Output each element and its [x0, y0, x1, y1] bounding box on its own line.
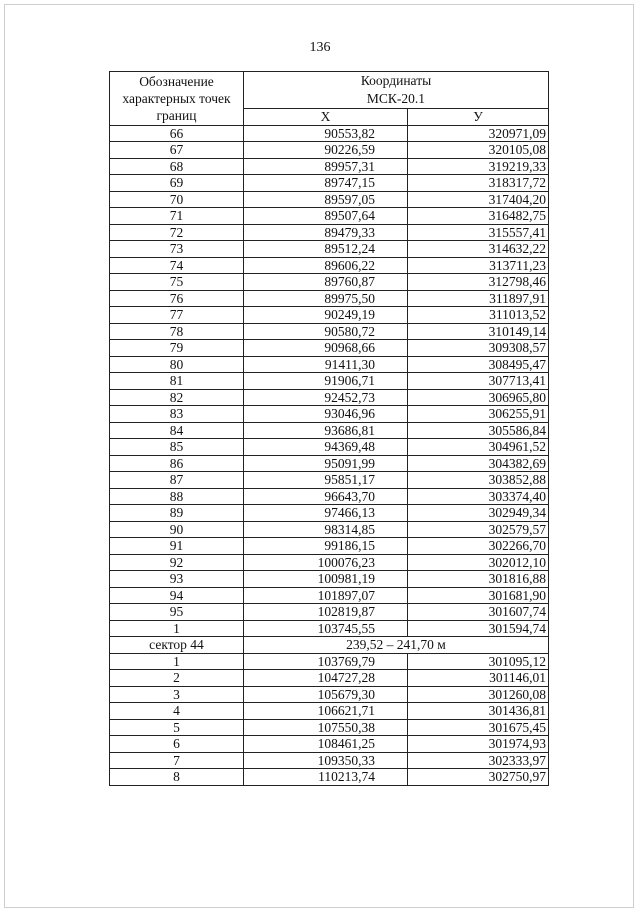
point-number: 7 — [110, 752, 244, 769]
y-coordinate: 315557,41 — [408, 224, 549, 241]
point-number: 80 — [110, 356, 244, 373]
x-coordinate: 103745,55 — [244, 620, 408, 637]
point-number: 70 — [110, 191, 244, 208]
table-row — [110, 538, 549, 555]
table-row — [110, 208, 549, 225]
point-number: 67 — [110, 142, 244, 159]
y-coordinate: 310149,14 — [408, 323, 549, 340]
x-coordinate: 93686,81 — [244, 422, 408, 439]
point-number: 68 — [110, 158, 244, 175]
header-coordinates-label: Координаты — [360, 73, 432, 88]
x-coordinate: 89760,87 — [244, 274, 408, 291]
point-number: 69 — [110, 175, 244, 192]
x-coordinate: 91906,71 — [244, 373, 408, 390]
table-row — [110, 274, 549, 291]
point-number: 88 — [110, 488, 244, 505]
x-coordinate: 89507,64 — [244, 208, 408, 225]
point-number: 79 — [110, 340, 244, 357]
table-row — [110, 455, 549, 472]
table-row — [110, 224, 549, 241]
x-coordinate: 107550,38 — [244, 719, 408, 736]
table-row — [110, 356, 549, 373]
point-number: 90 — [110, 521, 244, 538]
table-row — [110, 191, 549, 208]
y-coordinate: 301594,74 — [408, 620, 549, 637]
table-row — [110, 653, 549, 670]
point-number: 93 — [110, 571, 244, 588]
x-coordinate: 96643,70 — [244, 488, 408, 505]
table-row — [110, 488, 549, 505]
header-x: Х — [244, 109, 408, 126]
x-coordinate: 110213,74 — [244, 769, 408, 786]
point-number: 71 — [110, 208, 244, 225]
table-row — [110, 752, 549, 769]
y-coordinate: 302750,97 — [408, 769, 549, 786]
x-coordinate: 104727,28 — [244, 670, 408, 687]
y-coordinate: 318317,72 — [408, 175, 549, 192]
point-number: 1 — [110, 653, 244, 670]
point-number: 83 — [110, 406, 244, 423]
point-number: 92 — [110, 554, 244, 571]
x-coordinate: 101897,07 — [244, 587, 408, 604]
x-coordinate: 94369,48 — [244, 439, 408, 456]
point-number: 85 — [110, 439, 244, 456]
y-coordinate: 301974,93 — [408, 736, 549, 753]
table-row — [110, 389, 549, 406]
sector-range: 239,52 – 241,70 м — [244, 637, 549, 654]
table-row — [110, 307, 549, 324]
y-coordinate: 301260,08 — [408, 686, 549, 703]
table-row — [110, 604, 549, 621]
table-row — [110, 620, 549, 637]
y-coordinate: 309308,57 — [408, 340, 549, 357]
table-body-points — [110, 125, 549, 637]
table-row — [110, 257, 549, 274]
y-coordinate: 306255,91 — [408, 406, 549, 423]
point-number: 2 — [110, 670, 244, 687]
table-row — [110, 571, 549, 588]
x-coordinate: 106621,71 — [244, 703, 408, 720]
x-coordinate: 100076,23 — [244, 554, 408, 571]
y-coordinate: 301681,90 — [408, 587, 549, 604]
y-coordinate: 316482,75 — [408, 208, 549, 225]
x-coordinate: 90226,59 — [244, 142, 408, 159]
x-coordinate: 95091,99 — [244, 455, 408, 472]
coordinates-table — [109, 71, 549, 786]
point-number: 77 — [110, 307, 244, 324]
x-coordinate: 102819,87 — [244, 604, 408, 621]
table-row — [110, 323, 549, 340]
point-number: 95 — [110, 604, 244, 621]
point-number: 75 — [110, 274, 244, 291]
x-coordinate: 105679,30 — [244, 686, 408, 703]
y-coordinate: 311013,52 — [408, 307, 549, 324]
header-y: У — [408, 109, 549, 126]
y-coordinate: 301816,88 — [408, 571, 549, 588]
y-coordinate: 314632,22 — [408, 241, 549, 258]
y-coordinate: 308495,47 — [408, 356, 549, 373]
header-coordinates — [244, 72, 549, 109]
table-row — [110, 125, 549, 142]
table-row — [110, 587, 549, 604]
point-number: 87 — [110, 472, 244, 489]
point-number: 8 — [110, 769, 244, 786]
point-number: 66 — [110, 125, 244, 142]
x-coordinate: 89975,50 — [244, 290, 408, 307]
x-coordinate: 91411,30 — [244, 356, 408, 373]
y-coordinate: 304961,52 — [408, 439, 549, 456]
header-designation: Обозначение характерных точек границ — [110, 72, 244, 126]
y-coordinate: 301675,45 — [408, 719, 549, 736]
x-coordinate: 93046,96 — [244, 406, 408, 423]
point-number: 91 — [110, 538, 244, 555]
x-coordinate: 109350,33 — [244, 752, 408, 769]
table-row — [110, 422, 549, 439]
y-coordinate: 312798,46 — [408, 274, 549, 291]
y-coordinate: 302333,97 — [408, 752, 549, 769]
x-coordinate: 90249,19 — [244, 307, 408, 324]
header-system-label: МСК-20.1 — [366, 91, 426, 106]
y-coordinate: 319219,33 — [408, 158, 549, 175]
table-body-sector-points — [110, 653, 549, 785]
point-number: 94 — [110, 587, 244, 604]
x-coordinate: 89597,05 — [244, 191, 408, 208]
point-number: 5 — [110, 719, 244, 736]
y-coordinate: 302012,10 — [408, 554, 549, 571]
x-coordinate: 108461,25 — [244, 736, 408, 753]
table-row — [110, 406, 549, 423]
table-row — [110, 554, 549, 571]
y-coordinate: 302579,57 — [408, 521, 549, 538]
sector-row-group — [110, 637, 549, 654]
point-number: 76 — [110, 290, 244, 307]
x-coordinate: 92452,73 — [244, 389, 408, 406]
table-row — [110, 158, 549, 175]
table-row — [110, 719, 549, 736]
table-row — [110, 241, 549, 258]
x-coordinate: 90553,82 — [244, 125, 408, 142]
point-number: 78 — [110, 323, 244, 340]
x-coordinate: 89957,31 — [244, 158, 408, 175]
table-row — [110, 769, 549, 786]
point-number: 1 — [110, 620, 244, 637]
table-row — [110, 175, 549, 192]
table-row — [110, 505, 549, 522]
x-coordinate: 89606,22 — [244, 257, 408, 274]
y-coordinate: 311897,91 — [408, 290, 549, 307]
x-coordinate: 90968,66 — [244, 340, 408, 357]
y-coordinate: 317404,20 — [408, 191, 549, 208]
point-number: 3 — [110, 686, 244, 703]
table-row — [110, 670, 549, 687]
point-number: 82 — [110, 389, 244, 406]
sector-row — [110, 637, 549, 654]
y-coordinate: 306965,80 — [408, 389, 549, 406]
table-row — [110, 340, 549, 357]
table-row — [110, 686, 549, 703]
x-coordinate: 95851,17 — [244, 472, 408, 489]
sector-label: сектор 44 — [110, 637, 244, 654]
x-coordinate: 103769,79 — [244, 653, 408, 670]
y-coordinate: 301146,01 — [408, 670, 549, 687]
x-coordinate: 98314,85 — [244, 521, 408, 538]
table-row — [110, 290, 549, 307]
table-row — [110, 142, 549, 159]
table-row — [110, 521, 549, 538]
y-coordinate: 301436,81 — [408, 703, 549, 720]
table-row — [110, 373, 549, 390]
point-number: 84 — [110, 422, 244, 439]
point-number: 81 — [110, 373, 244, 390]
y-coordinate: 302949,34 — [408, 505, 549, 522]
point-number: 86 — [110, 455, 244, 472]
table-row — [110, 439, 549, 456]
table-row — [110, 472, 549, 489]
table-row — [110, 703, 549, 720]
point-number: 4 — [110, 703, 244, 720]
y-coordinate: 304382,69 — [408, 455, 549, 472]
point-number: 6 — [110, 736, 244, 753]
x-coordinate: 100981,19 — [244, 571, 408, 588]
y-coordinate: 303852,88 — [408, 472, 549, 489]
x-coordinate: 89479,33 — [244, 224, 408, 241]
x-coordinate: 90580,72 — [244, 323, 408, 340]
y-coordinate: 320105,08 — [408, 142, 549, 159]
y-coordinate: 301095,12 — [408, 653, 549, 670]
y-coordinate: 301607,74 — [408, 604, 549, 621]
y-coordinate: 307713,41 — [408, 373, 549, 390]
point-number: 89 — [110, 505, 244, 522]
x-coordinate: 97466,13 — [244, 505, 408, 522]
y-coordinate: 303374,40 — [408, 488, 549, 505]
point-number: 72 — [110, 224, 244, 241]
x-coordinate: 99186,15 — [244, 538, 408, 555]
page-number: 136 — [309, 40, 331, 55]
y-coordinate: 313711,23 — [408, 257, 549, 274]
y-coordinate: 302266,70 — [408, 538, 549, 555]
table-row — [110, 736, 549, 753]
x-coordinate: 89512,24 — [244, 241, 408, 258]
point-number: 73 — [110, 241, 244, 258]
y-coordinate: 320971,09 — [408, 125, 549, 142]
y-coordinate: 305586,84 — [408, 422, 549, 439]
x-coordinate: 89747,15 — [244, 175, 408, 192]
point-number: 74 — [110, 257, 244, 274]
